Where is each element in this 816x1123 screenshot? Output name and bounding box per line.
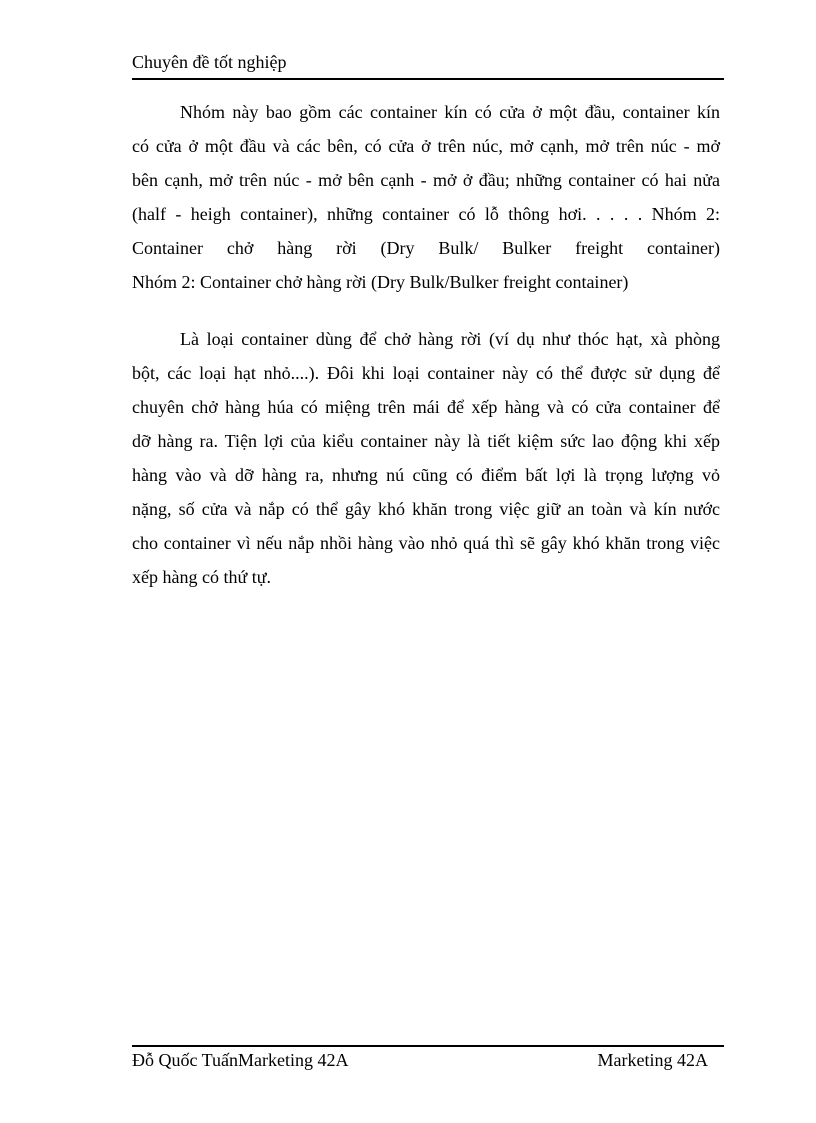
paragraph-line: có cửa ở một đầu và các bên, có cửa ở trên núc, mở cạnh, mở trên núc - mở <box>132 136 720 156</box>
page-footer <box>132 1045 724 1077</box>
paragraph-line: nặng, số cửa và nắp có thể gây khó khăn trong việc giữ an toàn và kín nước <box>132 499 720 519</box>
paragraph-line: dỡ hàng ra. Tiện lợi của kiểu container này là tiết kiệm sức lao động khi xếp <box>132 431 720 451</box>
footer-class: Marketing 42A <box>597 1050 708 1070</box>
header-title: Chuyên đề tốt nghiệp <box>132 52 287 72</box>
paragraph-line: xếp hàng có thứ tự. <box>132 567 271 587</box>
paragraph-line: (half - heigh container), những container có lỗ thông hơi. . . . . Nhóm 2: <box>132 204 720 224</box>
paragraph-line: Nhóm 2: Container chở hàng rời (Dry Bulk/Bulker freight container) <box>132 272 629 292</box>
paragraph-line: chuyên chở hàng húa có miệng trên mái để xếp hàng và có cửa container để <box>132 397 720 417</box>
paragraph-line: bột, các loại hạt nhỏ....). Đôi khi loại container này có thể được sử dụng để <box>132 363 720 383</box>
page-header <box>132 50 724 80</box>
paragraph-line: Container chở hàng rời (Dry Bulk/ Bulker freight container) <box>132 238 720 258</box>
footer-author: Đỗ Quốc TuấnMarketing 42A <box>132 1050 349 1070</box>
paragraph-line: Nhóm này bao gồm các container kín có cửa ở một đầu, container kín <box>180 102 720 122</box>
paragraph-line: bên cạnh, mở trên núc - mở bên cạnh - mở ở đầu; những container có hai nửa <box>132 170 720 190</box>
paragraph-1 <box>132 95 720 299</box>
paragraph-line: hàng vào và dỡ hàng ra, nhưng nú cũng có điểm bất lợi là trọng lượng vỏ <box>132 465 720 485</box>
paragraph-line: Là loại container dùng để chở hàng rời (ví dụ như thóc hạt, xà phòng <box>180 329 720 349</box>
paragraph-line: cho container vì nếu nắp nhồi hàng vào nhỏ quá thì sẽ gây khó khăn trong việc <box>132 533 720 553</box>
paragraph-2 <box>132 322 720 594</box>
